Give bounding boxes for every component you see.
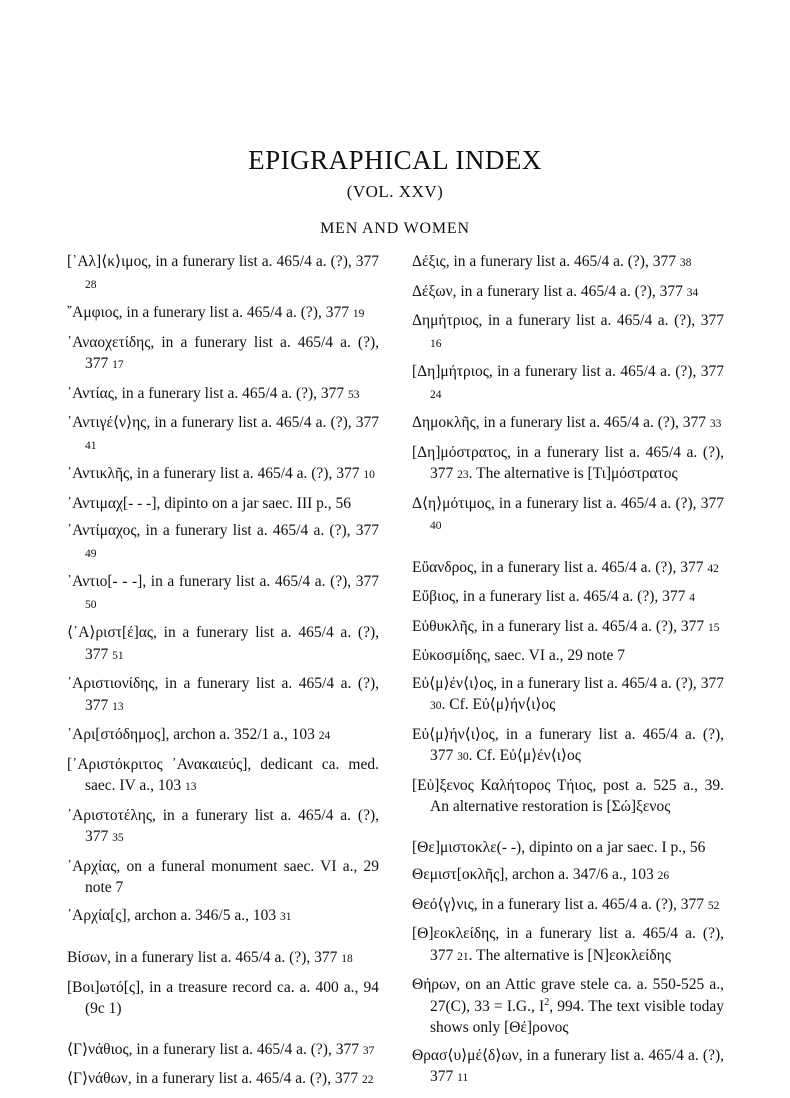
line-number: 41 — [85, 439, 97, 452]
index-entry — [412, 923, 724, 968]
entry-text: ᾿Αντίας, in a funerary list a. 465/4 a. (?), 377 — [67, 384, 349, 402]
index-entry — [412, 974, 724, 1039]
entry-text: . The alternative is [Τι]μόστρατος — [468, 465, 678, 482]
entry-text: Εὐ⟨μ⟩έν⟨ι⟩ος, in a funerary list a. 465/4 a. (?), 377 — [412, 674, 724, 692]
section-heading: MEN AND WOMEN — [320, 220, 470, 237]
entry-text: [Δη]μήτριος, in a funerary list a. 465/4 a. (?), 377 — [412, 363, 724, 380]
index-entry — [67, 412, 379, 457]
entry-text: Θήρων, on an Attic grave stele ca. a. 550-525 a., 27(C), 33 = I.G., I — [412, 976, 724, 1015]
index-entry — [67, 1068, 379, 1092]
entry-text: ᾿Αντιμαχ[- - -], dipinto on a jar saec. III p., 56 — [67, 494, 352, 512]
line-number: 28 — [85, 278, 97, 291]
line-number: 26 — [657, 870, 670, 882]
index-entry — [67, 251, 379, 296]
line-number: 17 — [112, 359, 124, 371]
entry-text: ῎Αμφιος, in a funerary list a. 465/4 a. (?), 377 — [67, 304, 353, 321]
entry-text: [Δη]μόστρατος, in a funerary list a. 465/4 a. (?), 377 — [412, 443, 724, 482]
line-number: 16 — [430, 337, 442, 350]
entry-text: ᾿Αντιο[- - -], in a funerary list a. 465/4 a. (?), 377 — [67, 573, 379, 590]
index-entry — [67, 754, 379, 799]
line-number: 35 — [112, 832, 124, 844]
entry-text: Θεό⟨γ⟩νις, in a funerary list a. 465/4 a. (?), 377 — [412, 895, 708, 913]
line-number: 33 — [709, 418, 722, 430]
line-number: 30 — [457, 751, 469, 763]
line-number: 24 — [430, 388, 442, 401]
entry-text: [᾿Αλ]⟨κ⟩ιμος, in a funerary list a. 465/4 a. (?), 377 — [67, 253, 379, 270]
index-entry — [412, 775, 724, 818]
entry-text: ᾿Αντιγέ⟨ν⟩ης, in a funerary list a. 465/4 a. (?), 377 — [67, 414, 379, 431]
entry-text: ᾿Αντικλῆς, in a funerary list a. 465/4 a. (?), 377 — [67, 465, 364, 482]
entry-text: Δέξις, in a funerary list a. 465/4 a. (?), 377 — [412, 253, 680, 270]
index-entry — [412, 412, 724, 436]
entry-text: Θρασ⟨υ⟩μέ⟨δ⟩ων, in a funerary list a. 465/4 a. (?), 377 — [412, 1046, 724, 1085]
entry-text: ᾿Αριστιονίδης, in a funerary list a. 465/4 a. (?), 377 — [67, 675, 379, 714]
entry-text: ⟨Γ⟩νάθων, in a funerary list a. 465/4 a. (?), 377 — [67, 1070, 362, 1087]
line-number: 21 — [457, 950, 469, 963]
index-entry — [412, 1045, 724, 1090]
entry-text: Δέξων, in a funerary list a. 465/4 a. (?), 377 — [412, 282, 687, 300]
index-entry — [67, 856, 379, 899]
line-number: 22 — [361, 1074, 374, 1086]
index-entry — [412, 837, 724, 859]
entry-text: [Θ]εοκλείδης, in a funerary list a. 465/4 a. (?), 377 — [412, 925, 724, 964]
entry-text: Δ⟨η⟩μότιμος, in a funerary list a. 465/4 a. (?), 377 — [412, 494, 724, 512]
entry-text: ᾿Αρχίας, on a funeral monument saec. VI a., 29 note 7 — [67, 857, 379, 896]
index-entry — [412, 251, 724, 275]
index-entry — [412, 673, 724, 718]
line-number: 23 — [457, 469, 469, 481]
line-number: 53 — [348, 388, 360, 401]
index-entry — [412, 724, 724, 769]
index-entry — [67, 463, 379, 487]
index-entry — [67, 947, 379, 971]
line-number: 30 — [430, 700, 442, 712]
line-number: 19 — [352, 308, 365, 320]
entry-text: Εὐ⟨μ⟩ήν⟨ι⟩ος, in a funerary list a. 465/4 a. (?), 377 — [412, 725, 724, 764]
index-entry — [412, 894, 724, 918]
line-number: 49 — [85, 547, 97, 560]
entry-text: ᾿Αρι[στόδημος], archon a. 352/1 a., 103 — [67, 726, 319, 743]
index-entry — [67, 805, 379, 850]
entry-text: . Cf. Εὐ⟨μ⟩ήν⟨ι⟩ος — [441, 696, 556, 713]
line-number: 37 — [362, 1044, 375, 1057]
index-entry — [67, 520, 379, 565]
entry-text: ᾿Αρχία[ς], archon a. 346/5 a., 103 — [67, 906, 280, 924]
line-number: 13 — [112, 700, 124, 713]
index-entry — [67, 905, 379, 929]
entry-text: [Θε]μιστοκλε(- -), dipinto on a jar saec. I p., 56 — [412, 838, 706, 856]
index-entry — [412, 493, 724, 538]
volume-subtitle: (VOL. XXV) — [346, 182, 444, 201]
entry-text: ⟨Γ⟩νάθιος, in a funerary list a. 465/4 a. (?), 377 — [67, 1040, 363, 1058]
entry-text: Εὔανδρος, in a funerary list a. 465/4 a. (?), 377 — [412, 558, 708, 576]
entry-text: [᾿Αριστόκριτος ᾿Ανακαιεύς], dedicant ca. med. saec. IV a., 103 — [67, 755, 379, 794]
index-entry — [412, 361, 724, 406]
index-entry — [412, 645, 724, 667]
index-entry — [67, 383, 379, 407]
entry-text: Δημοκλῆς, in a funerary list a. 465/4 a. (?), 377 — [412, 414, 710, 431]
superscript: 2 — [544, 996, 550, 1008]
entry-text: ⟨᾿Α⟩ριστ[έ]ας, in a funerary list a. 465/4 a. (?), 377 — [67, 624, 379, 663]
index-entry — [67, 673, 379, 718]
entry-text: . Cf. Εὐ⟨μ⟩έν⟨ι⟩ος — [468, 747, 581, 764]
index-entry — [412, 557, 724, 581]
line-number: 40 — [430, 520, 442, 532]
line-number: 51 — [112, 649, 124, 662]
entry-text: ᾿Αριστοτέλης, in a funerary list a. 465/4 a. (?), 377 — [67, 806, 379, 845]
page-title: EPIGRAPHICAL INDEX — [248, 145, 542, 175]
line-number: 24 — [318, 730, 331, 742]
entry-text: [Εὐ]ξενος Καλήτορος Τήιος, post a. 525 a., 39. An alternative restoration is [Σώ]ξενος — [412, 776, 724, 815]
line-number: 11 — [457, 1072, 469, 1084]
index-entry — [412, 281, 724, 305]
line-number: 10 — [363, 469, 375, 481]
index-entry — [67, 571, 379, 616]
line-number: 34 — [686, 286, 699, 299]
entry-text: ᾿Αντίμαχος, in a funerary list a. 465/4 a. (?), 377 — [67, 522, 379, 539]
entry-text: [Βοι]ωτό[ς], in a treasure record ca. a. 400 a., 94 (9c 1) — [67, 978, 379, 1017]
index-entry — [67, 332, 379, 377]
line-number: 4 — [689, 592, 695, 604]
entry-text: Εὐθυκλῆς, in a funerary list a. 465/4 a. (?), 377 — [412, 617, 708, 635]
index-entry — [67, 493, 379, 515]
line-number: 38 — [679, 257, 692, 269]
entry-text: Θεμιστ[οκλῆς], archon a. 347/6 a., 103 — [412, 866, 658, 883]
index-entry — [67, 1039, 379, 1063]
index-entry — [412, 864, 724, 888]
entry-text: . The alternative is [Ν]εοκλείδης — [468, 946, 671, 964]
index-entry — [67, 622, 379, 667]
entry-text: Δημήτριος, in a funerary list a. 465/4 a. (?), 377 — [412, 312, 724, 329]
line-number: 13 — [185, 781, 197, 793]
entry-text: Βίσων, in a funerary list a. 465/4 a. (?), 377 — [67, 949, 342, 966]
line-number: 52 — [707, 899, 720, 912]
line-number: 18 — [341, 953, 353, 965]
line-number: 15 — [707, 621, 720, 634]
index-column-right — [412, 251, 724, 1096]
index-column-left — [67, 251, 379, 1098]
index-entry — [412, 586, 724, 610]
line-number: 31 — [279, 910, 292, 923]
entry-text: Εὐκοσμίδης, saec. VI a., 29 note 7 — [412, 647, 626, 664]
index-entry — [67, 977, 379, 1020]
line-number: 50 — [85, 598, 97, 611]
index-entry — [412, 442, 724, 487]
entry-text: , 994. The text visible today shows only [Θέ]ρονος — [430, 997, 725, 1036]
index-entry — [67, 302, 379, 326]
index-entry — [412, 616, 724, 640]
entry-text: ᾿Αναοχετίδης, in a funerary list a. 465/4 a. (?), 377 — [67, 333, 379, 372]
index-entry — [412, 310, 724, 355]
index-entry — [67, 724, 379, 748]
entry-text: Εὔβιος, in a funerary list a. 465/4 a. (?), 377 — [412, 588, 690, 605]
line-number: 42 — [707, 562, 719, 575]
